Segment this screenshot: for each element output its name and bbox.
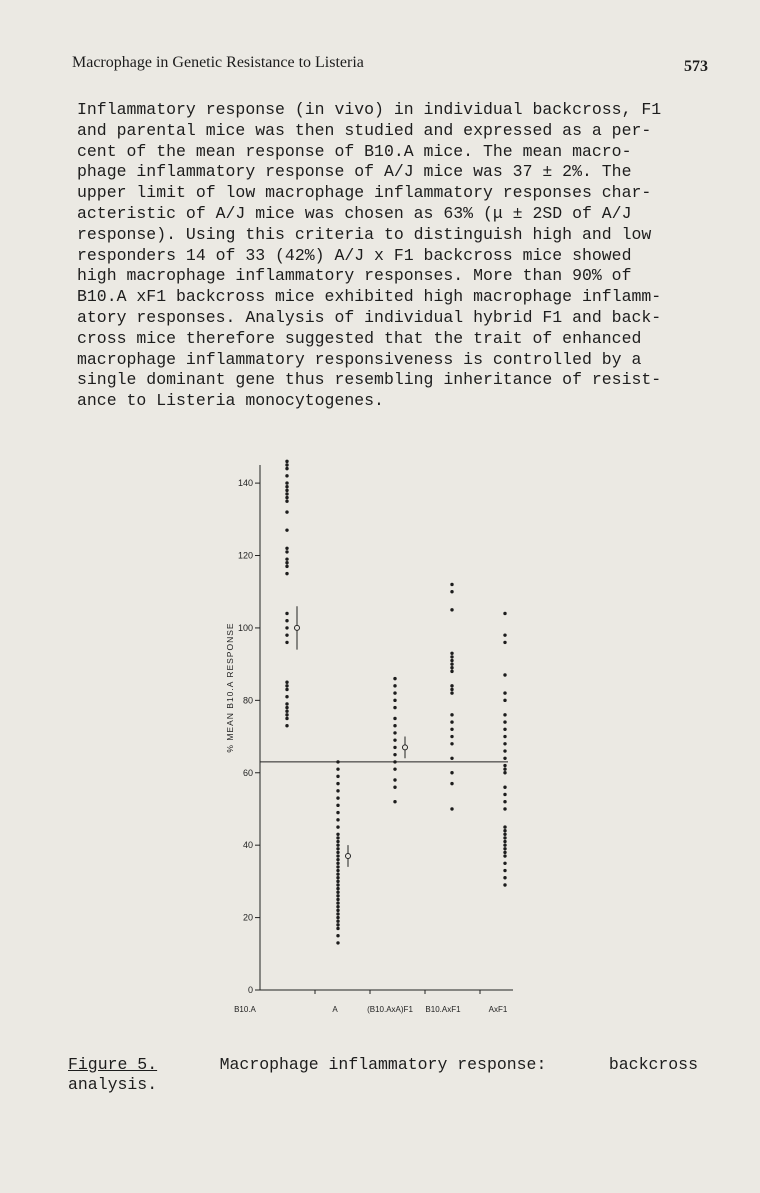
data-point [393, 691, 396, 694]
data-point [393, 717, 396, 720]
data-point [336, 909, 339, 912]
data-point [285, 557, 288, 560]
data-point [285, 681, 288, 684]
data-point [450, 807, 453, 810]
data-point [336, 941, 339, 944]
mean-marker [403, 745, 408, 750]
data-point [336, 862, 339, 865]
data-point [503, 764, 506, 767]
data-point [336, 901, 339, 904]
data-point [336, 891, 339, 894]
data-point [336, 883, 339, 886]
data-point [450, 757, 453, 760]
data-point [450, 742, 453, 745]
data-point [503, 836, 506, 839]
data-point [336, 865, 339, 868]
caption-text-end: backcross [608, 1055, 698, 1074]
body-paragraph [77, 100, 695, 412]
data-point [336, 920, 339, 923]
data-point [503, 876, 506, 879]
data-point [503, 786, 506, 789]
running-title: Macrophage in Genetic Resistance to Listeria [72, 54, 364, 71]
data-point [336, 905, 339, 908]
data-point [285, 463, 288, 466]
data-point [336, 840, 339, 843]
data-point [285, 717, 288, 720]
data-point [336, 782, 339, 785]
data-point [285, 496, 288, 499]
data-point [450, 583, 453, 586]
page-header [72, 52, 712, 82]
data-point [503, 854, 506, 857]
data-point [393, 786, 396, 789]
data-point [336, 887, 339, 890]
data-point [336, 775, 339, 778]
data-point [336, 927, 339, 930]
data-point [393, 684, 396, 687]
body-line: acteristic of A/J mice was chosen as 63% (μ ± 2SD of A/J [77, 203, 632, 223]
data-point [285, 528, 288, 531]
data-point [450, 662, 453, 665]
data-point [450, 670, 453, 673]
data-point [336, 811, 339, 814]
y-tick-label: 40 [242, 840, 253, 851]
data-point [285, 710, 288, 713]
data-point [336, 934, 339, 937]
data-point [285, 467, 288, 470]
data-point [450, 782, 453, 785]
body-line: cross mice therefore suggested that the trait of enhanced [77, 328, 642, 348]
data-point [285, 489, 288, 492]
data-point [336, 818, 339, 821]
data-point [450, 652, 453, 655]
data-point [503, 807, 506, 810]
data-point [336, 858, 339, 861]
data-point [503, 757, 506, 760]
data-point [285, 510, 288, 513]
data-point [285, 713, 288, 716]
data-point [393, 738, 396, 741]
data-point [503, 735, 506, 738]
data-point [450, 659, 453, 662]
body-line: Inflammatory response (in vivo) in individual backcross, F1 [77, 100, 662, 119]
data-point [503, 840, 506, 843]
data-point [450, 691, 453, 694]
data-point [336, 825, 339, 828]
body-line: response). Using this criteria to distinguish high and low [77, 224, 652, 244]
data-point [285, 561, 288, 564]
data-point [393, 778, 396, 781]
page-number: 573 [684, 58, 708, 75]
data-point [503, 825, 506, 828]
body-line: responders 14 of 33 (42%) A/J x F1 backcross mice showed [77, 245, 632, 265]
mean-marker [295, 625, 300, 630]
caption-text-continued: analysis. [68, 1075, 158, 1094]
body-line: cent of the mean response of B10.A mice. The mean macro- [77, 141, 632, 161]
data-point [503, 612, 506, 615]
category-label: (B10.AxA)F1 [367, 1005, 413, 1014]
data-point [450, 771, 453, 774]
data-point [285, 572, 288, 575]
data-point [285, 641, 288, 644]
data-point [336, 898, 339, 901]
data-point [336, 923, 339, 926]
data-point [503, 728, 506, 731]
body-line: macrophage inflammatory responsiveness is controlled by a [77, 349, 642, 369]
data-point [503, 713, 506, 716]
data-point [503, 720, 506, 723]
data-point [336, 876, 339, 879]
data-point [336, 851, 339, 854]
caption-text: Macrophage inflammatory response: [219, 1055, 547, 1074]
data-point [503, 699, 506, 702]
y-tick-label: 60 [242, 767, 253, 778]
figure-caption [68, 1055, 698, 1095]
data-point [336, 854, 339, 857]
data-point [285, 550, 288, 553]
data-point [503, 749, 506, 752]
body-line: single dominant gene thus resembling inheritance of resist- [77, 370, 662, 390]
data-point [450, 590, 453, 593]
data-point [503, 847, 506, 850]
data-point [450, 735, 453, 738]
data-point [503, 793, 506, 796]
data-point [503, 843, 506, 846]
data-point [503, 771, 506, 774]
data-point [393, 760, 396, 763]
data-point [503, 851, 506, 854]
data-point [285, 702, 288, 705]
data-point [336, 912, 339, 915]
body-line: high macrophage inflammatory responses. More than 90% of [77, 266, 632, 286]
body-line: ance to Listeria monocytogenes. [77, 391, 384, 411]
data-point [393, 753, 396, 756]
category-label: AxF1 [488, 1005, 508, 1014]
scatter-figure [215, 455, 525, 1025]
data-point [393, 731, 396, 734]
data-point [503, 833, 506, 836]
data-point [503, 633, 506, 636]
y-tick-label: 100 [237, 622, 253, 633]
data-point [285, 688, 288, 691]
data-point [503, 742, 506, 745]
data-point [285, 474, 288, 477]
data-point [336, 836, 339, 839]
data-point [450, 608, 453, 611]
data-point [285, 485, 288, 488]
data-point [285, 684, 288, 687]
data-point [285, 626, 288, 629]
body-line: B10.A xF1 backcross mice exhibited high macrophage inflamm- [77, 287, 662, 307]
data-point [336, 804, 339, 807]
data-point [285, 695, 288, 698]
data-point [285, 633, 288, 636]
mean-marker [346, 854, 351, 859]
data-point [450, 688, 453, 691]
data-point [503, 800, 506, 803]
data-point [336, 833, 339, 836]
data-point [336, 767, 339, 770]
data-point [503, 641, 506, 644]
data-point [285, 724, 288, 727]
data-point [336, 760, 339, 763]
data-point [450, 684, 453, 687]
data-point [393, 677, 396, 680]
body-line: atory responses. Analysis of individual hybrid F1 and back- [77, 307, 662, 327]
y-tick-label: 20 [242, 912, 253, 923]
data-point [450, 720, 453, 723]
data-point [393, 699, 396, 702]
data-point [503, 883, 506, 886]
data-point [285, 619, 288, 622]
data-point [393, 767, 396, 770]
caption-label: Figure 5. [68, 1055, 158, 1074]
body-line: upper limit of low macrophage inflammatory responses char- [77, 183, 652, 203]
data-point [503, 767, 506, 770]
y-tick-label: 80 [242, 695, 253, 706]
data-point [503, 862, 506, 865]
y-tick-label: 140 [237, 478, 253, 489]
data-point [393, 706, 396, 709]
data-point [503, 869, 506, 872]
data-point [393, 724, 396, 727]
category-label: B10.AxF1 [425, 1005, 461, 1014]
data-point [393, 800, 396, 803]
data-point [285, 565, 288, 568]
data-point [336, 872, 339, 875]
data-point [450, 713, 453, 716]
data-point [285, 706, 288, 709]
data-point [450, 728, 453, 731]
data-point [336, 894, 339, 897]
data-point [393, 746, 396, 749]
data-point [336, 796, 339, 799]
data-point [503, 673, 506, 676]
data-point [285, 547, 288, 550]
category-label: A [332, 1005, 338, 1014]
data-point [285, 481, 288, 484]
data-point [285, 500, 288, 503]
data-point [336, 789, 339, 792]
chart-svg [215, 455, 525, 1025]
data-point [285, 612, 288, 615]
body-line: and parental mice was then studied and expressed as a per- [77, 120, 652, 140]
y-tick-label: 0 [247, 985, 253, 995]
data-point [450, 666, 453, 669]
y-axis-label: % MEAN B10.A RESPONSE [225, 622, 235, 753]
data-point [336, 847, 339, 850]
y-tick-label: 120 [237, 550, 253, 561]
category-label: B10.A [234, 1005, 256, 1014]
data-point [336, 916, 339, 919]
data-point [336, 869, 339, 872]
data-point [503, 691, 506, 694]
data-point [503, 829, 506, 832]
data-point [336, 843, 339, 846]
data-point [336, 880, 339, 883]
data-point [285, 492, 288, 495]
data-point [285, 460, 288, 463]
data-point [450, 655, 453, 658]
body-line: phage inflammatory response of A/J mice was 37 ± 2%. The [77, 162, 632, 182]
